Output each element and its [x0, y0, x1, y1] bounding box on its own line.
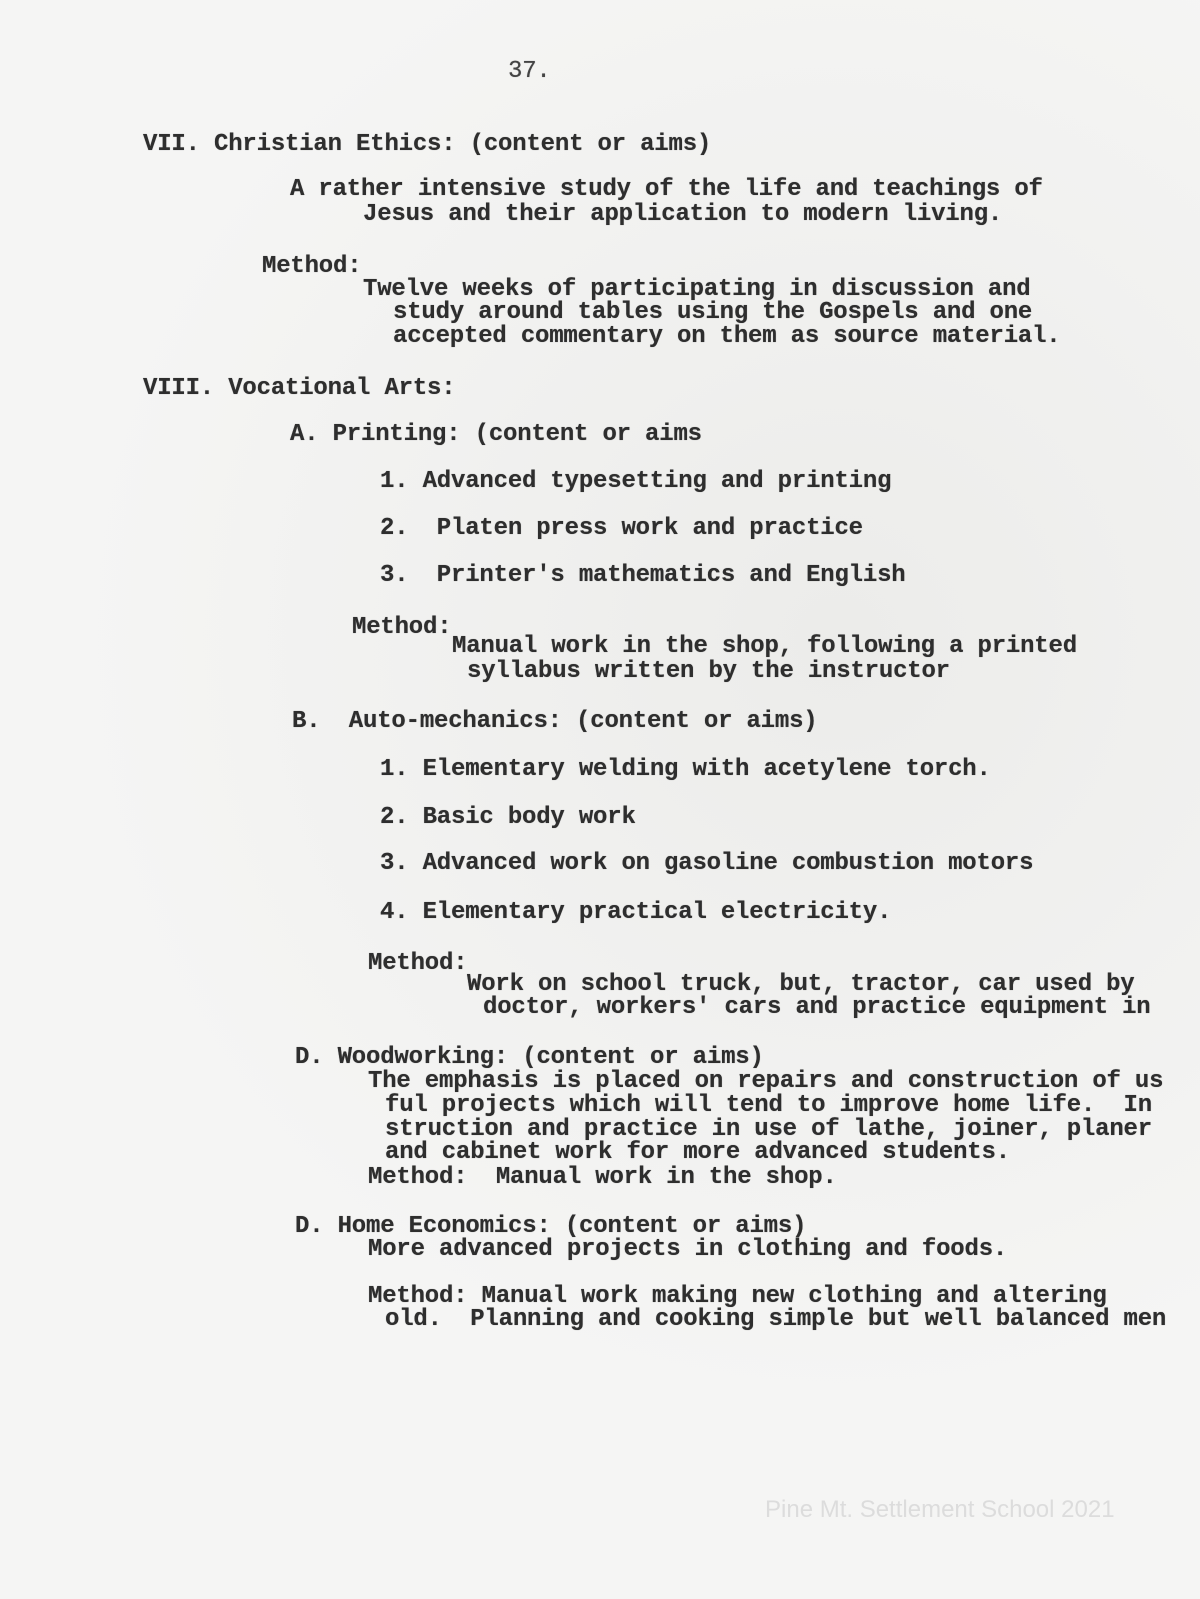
home-economics-heading: D. Home Economics: (content or aims)	[295, 1213, 807, 1240]
content-line: and cabinet work for more advanced students.	[385, 1139, 1010, 1166]
watermark: Pine Mt. Settlement School 2021	[765, 1496, 1115, 1523]
auto-heading: B. Auto-mechanics: (content or aims)	[292, 708, 818, 735]
content-line: More advanced projects in clothing and foods.	[368, 1236, 1008, 1263]
list-item: 3. Advanced work on gasoline combustion motors	[380, 850, 1034, 877]
list-item: 4. Elementary practical electricity.	[380, 899, 892, 926]
list-item: 2. Platen press work and practice	[380, 515, 863, 542]
method-line: doctor, workers' cars and practice equipment in	[483, 994, 1151, 1021]
method-label: Method:	[352, 614, 452, 641]
method-line: study around tables using the Gospels and one	[393, 299, 1033, 326]
method-label: Method:	[368, 950, 468, 977]
printing-heading: A. Printing: (content or aims	[290, 421, 702, 448]
method-line: syllabus written by the instructor	[467, 658, 950, 685]
list-item: 1. Advanced typesetting and printing	[380, 468, 892, 495]
content-line: struction and practice in use of lathe, joiner, planer	[385, 1116, 1152, 1143]
method-line: accepted commentary on them as source material.	[393, 323, 1061, 350]
method-line: Method: Manual work making new clothing and altering	[368, 1283, 1107, 1310]
content-line: A rather intensive study of the life and teachings of	[290, 176, 1043, 203]
section-heading: VII. Christian Ethics: (content or aims)	[143, 131, 712, 158]
list-item: 1. Elementary welding with acetylene torch.	[380, 756, 991, 783]
page-number: 37.	[508, 58, 551, 85]
method-line: Manual work in the shop, following a printed	[452, 633, 1077, 660]
method-line: Twelve weeks of participating in discussion and	[363, 276, 1031, 303]
method-line: Method: Manual work in the shop.	[368, 1164, 837, 1191]
woodworking-heading: D. Woodworking: (content or aims)	[295, 1044, 764, 1071]
section-heading: VIII. Vocational Arts:	[143, 375, 456, 402]
list-item: 3. Printer's mathematics and English	[380, 562, 906, 589]
method-line: old. Planning and cooking simple but well balanced men	[385, 1306, 1167, 1333]
method-label: Method:	[262, 253, 362, 280]
list-item: 2. Basic body work	[380, 804, 636, 831]
content-line: The emphasis is placed on repairs and construction of us	[368, 1068, 1164, 1095]
content-line: ful projects which will tend to improve home life. In	[385, 1092, 1152, 1119]
content-line: Jesus and their application to modern living.	[363, 201, 1003, 228]
method-line: Work on school truck, but, tractor, car used by	[467, 971, 1135, 998]
